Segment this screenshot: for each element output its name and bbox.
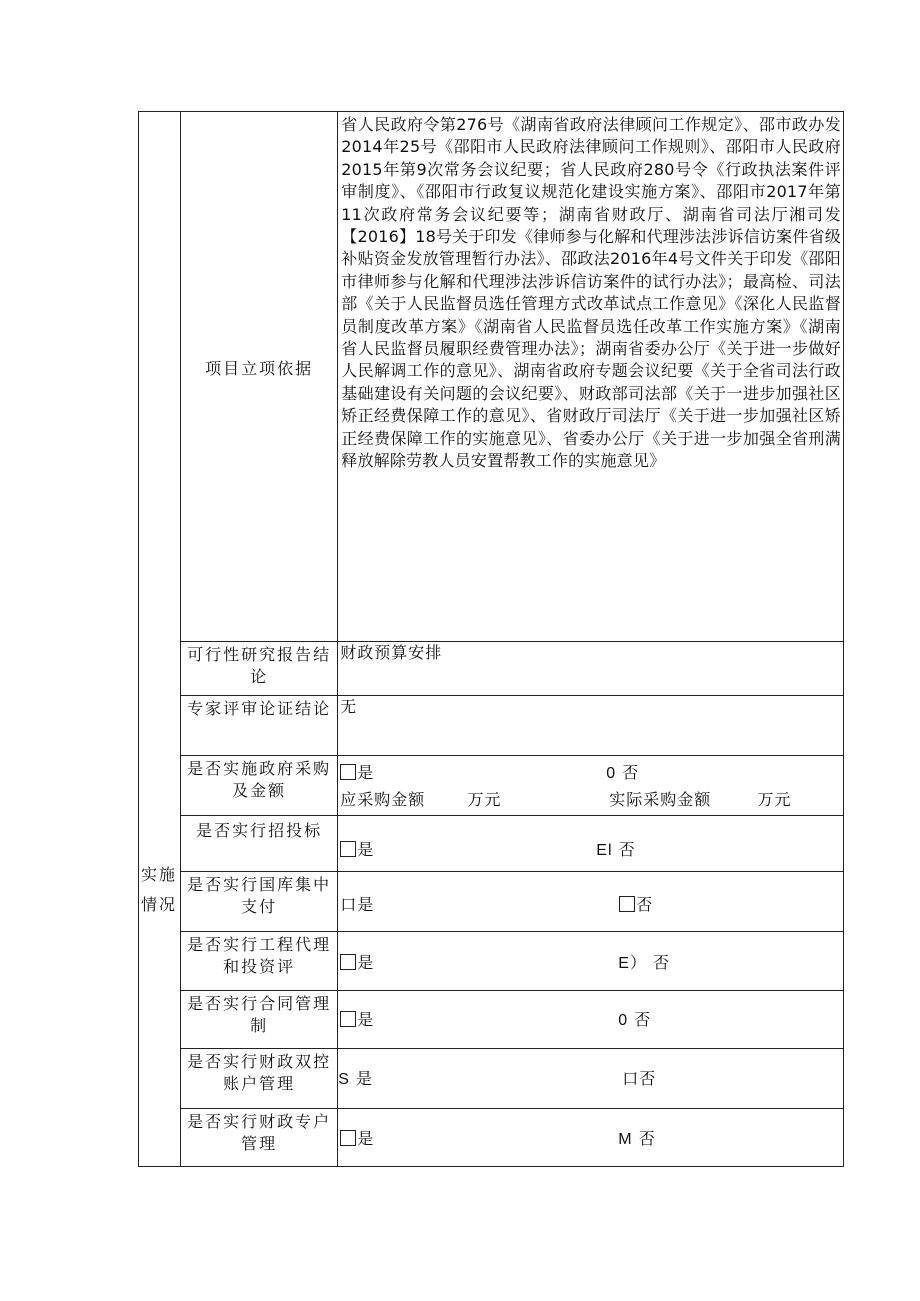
row-feasibility bbox=[139, 642, 844, 696]
project-form-table bbox=[138, 111, 844, 1167]
row-contract bbox=[139, 991, 844, 1049]
basis-text: 省人民政府令第276号《湖南省政府法律顾问工作规定》、邵市政办发2014年25号《邵阳市人民政府法律顾问工作规则》、邵阳市人民政府2015年第9次常务会议纪要；省人民政府280号令《行政执法案件评审制度》、《邵阳市行政复议规范化建设实施方案》、邵阳市2017年第11次政府常务会议纪要等；湖南省财政厅、湖南省司法厅湘司发【2016】18号关于印发《律师参与化解和代理涉法涉诉信访案件省级补贴资金发放管理暂行办法》、邵政法2016年4号文件关于印发《邵阳市律师参与化解和代理涉法涉诉信访案件的试行办法》；最高检、司法部《关于人民监督员选任管理方式改革试点工作意见》《深化人民监督员制度改革方案》《湖南省人民监督员选任改革工作实施方案》《湖南省人民监督员履职经费管理办法》；湖南省委办公厅《关于进一步做好人民解调工作的意见》、湖南省政府专题会议纪要《关于全省司法行政基础建设有关问题的会议纪要》、财政部司法部《关于一进步加强社区矫正经费保障工作的意见》、省财政厅司法厅《关于进一步加强社区矫正经费保障工作的实施意见》、省委办公厅《关于进一步加强全省刑满释放解除劳教人员安置帮教工作的实施意见》 bbox=[341, 115, 841, 471]
dual-account-no-mark: 口 bbox=[622, 1071, 640, 1088]
basis-label-cell bbox=[181, 112, 338, 642]
checkbox-icon[interactable] bbox=[340, 764, 356, 780]
procurement-actual-amount: 实际采购金额 万元 bbox=[609, 790, 792, 809]
bidding-label: 是否实行招投标 bbox=[196, 821, 323, 840]
basis-label: 项目立项依据 bbox=[205, 358, 314, 378]
section-label: 实施情况 bbox=[141, 865, 178, 914]
contract-no-option[interactable]: 0 否 bbox=[618, 1010, 652, 1029]
row-dual-account bbox=[139, 1049, 844, 1109]
contract-yes-option[interactable]: 是 bbox=[340, 1009, 374, 1031]
agency-no-mark: E） bbox=[618, 955, 647, 972]
procurement-yes-option[interactable]: 是 bbox=[340, 762, 374, 784]
row-procurement bbox=[139, 756, 844, 816]
dual-account-label: 是否实行财政双控账户管理 bbox=[187, 1052, 332, 1093]
checkbox-icon[interactable] bbox=[340, 954, 356, 970]
feasibility-value: 财政预算安排 bbox=[340, 643, 443, 662]
special-account-label: 是否实行财政专户管理 bbox=[187, 1112, 332, 1153]
row-expert bbox=[139, 696, 844, 756]
basis-text-cell bbox=[338, 112, 844, 642]
checkbox-icon[interactable] bbox=[340, 1130, 356, 1146]
section-cell bbox=[139, 112, 181, 1167]
treasury-yes-mark: 口 bbox=[340, 897, 358, 914]
special-account-yes-option[interactable]: 是 bbox=[340, 1128, 374, 1150]
feasibility-label: 可行性研究报告结论 bbox=[187, 645, 332, 686]
procurement-label: 是否实施政府采购及金额 bbox=[187, 759, 332, 800]
procurement-no-option[interactable]: 0 否 bbox=[606, 763, 640, 782]
dual-account-no-option[interactable]: 口否 bbox=[622, 1069, 657, 1088]
row-treasury bbox=[139, 872, 844, 932]
contract-label: 是否实行合同管理制 bbox=[187, 994, 332, 1035]
row-basis bbox=[139, 112, 844, 642]
treasury-label: 是否实行国库集中支付 bbox=[187, 875, 332, 916]
checkbox-icon[interactable] bbox=[340, 841, 356, 857]
treasury-no-option[interactable]: 否 bbox=[619, 894, 653, 916]
contract-no-mark: 0 bbox=[618, 1012, 629, 1029]
agency-yes-option[interactable]: 是 bbox=[340, 952, 374, 974]
expert-label: 专家评审论证结论 bbox=[187, 699, 332, 718]
dual-account-yes-mark: S bbox=[338, 1071, 350, 1088]
treasury-yes-option[interactable]: 口是 bbox=[340, 895, 375, 914]
agency-no-option[interactable]: E） 否 bbox=[618, 953, 671, 972]
expert-value: 无 bbox=[340, 697, 358, 716]
checkbox-icon[interactable] bbox=[340, 1011, 356, 1027]
special-account-no-option[interactable]: M 否 bbox=[618, 1129, 656, 1148]
agency-label: 是否实行工程代理和投资评 bbox=[187, 935, 332, 976]
row-special-account bbox=[139, 1109, 844, 1167]
bidding-yes-option[interactable]: 是 bbox=[340, 839, 374, 861]
special-account-no-mark: M bbox=[618, 1131, 633, 1148]
procurement-should-amount: 应采购金额 万元 bbox=[340, 790, 502, 809]
bidding-no-mark: El bbox=[596, 842, 613, 859]
dual-account-yes-option[interactable]: S 是 bbox=[338, 1069, 374, 1088]
bidding-no-option[interactable]: El 否 bbox=[596, 840, 636, 859]
row-bidding bbox=[139, 816, 844, 872]
checkbox-icon[interactable] bbox=[619, 896, 635, 912]
procurement-no-mark: 0 bbox=[606, 765, 617, 782]
row-agency bbox=[139, 932, 844, 991]
